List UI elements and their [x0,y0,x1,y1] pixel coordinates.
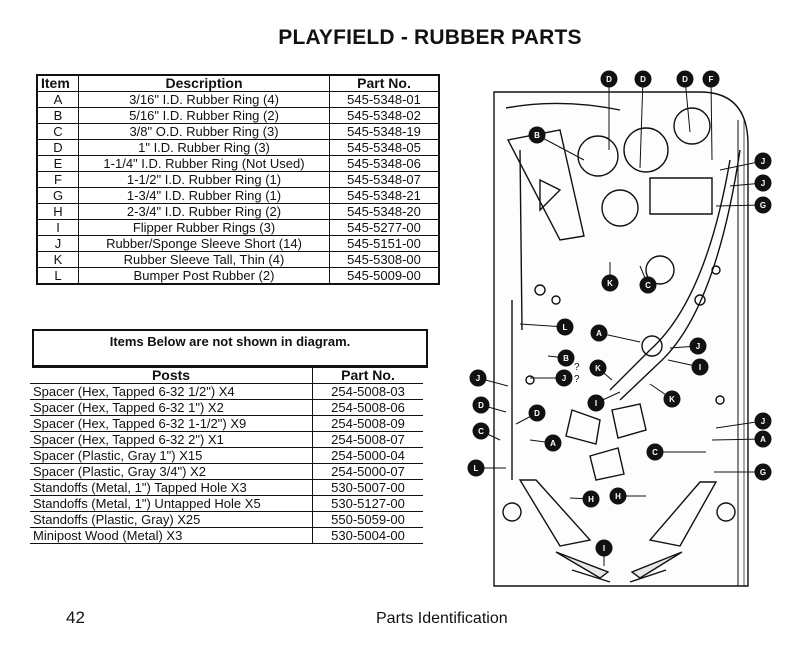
part-no-cell: 254-5008-06 [313,400,424,416]
callout-j [690,338,707,355]
table-row [30,528,423,544]
part-no-cell: 545-5151-00 [330,236,440,252]
table-row [30,384,423,400]
part-no-cell: 254-5000-04 [313,448,424,464]
part-no-cell: 545-5348-02 [330,108,440,124]
part-no-cell: 530-5004-00 [313,528,424,544]
callout-j [755,413,772,430]
header-posts: Posts [30,368,313,384]
callout-letter: D [478,401,484,410]
description-cell: 5/16" I.D. Rubber Ring (2) [79,108,330,124]
callout-j [755,153,772,170]
question-mark: ? [574,374,580,385]
description-cell: Bumper Post Rubber (2) [79,268,330,285]
description-cell: Flipper Rubber Rings (3) [79,220,330,236]
posts-table [30,368,423,544]
callout-letter: J [475,374,481,383]
callout-i [692,359,709,376]
post-description-cell: Minipost Wood (Metal) X3 [30,528,313,544]
callout-letter: A [550,439,556,448]
not-shown-note: Items Below are not shown in diagram. [32,329,428,368]
callout-letter: A [596,329,602,338]
part-no-cell: 254-5008-09 [313,416,424,432]
callout-letter: H [588,495,594,504]
description-cell: 2-3/4" I.D. Rubber Ring (2) [79,204,330,220]
description-cell: 1-3/4" I.D. Rubber Ring (1) [79,188,330,204]
description-cell: 1" I.D. Rubber Ring (3) [79,140,330,156]
callout-letter: J [561,374,567,383]
post-description-cell: Spacer (Plastic, Gray 3/4") X2 [30,464,313,480]
callout-letter: A [760,435,766,444]
table-header-row [37,75,439,92]
callout-f [703,71,720,88]
callout-a [545,435,562,452]
callout-letter: K [607,279,613,288]
post-description-cell: Spacer (Plastic, Gray 1") X15 [30,448,313,464]
item-cell: B [37,108,79,124]
table-row [37,236,439,252]
section-name: Parts Identification [376,610,508,627]
callout-letter: G [759,468,767,477]
post-description-cell: Spacer (Hex, Tapped 6-32 1-1/2") X9 [30,416,313,432]
table-row [30,432,423,448]
item-cell: D [37,140,79,156]
post-description-cell: Spacer (Hex, Tapped 6-32 1/2") X4 [30,384,313,400]
callout-letter: I [594,399,598,408]
item-cell: F [37,172,79,188]
post-description-cell: Spacer (Hex, Tapped 6-32 1") X2 [30,400,313,416]
callout-letter: C [478,427,484,436]
callout-i [596,540,613,557]
rubber-parts-table [36,74,440,285]
callout-g [755,197,772,214]
callout-a [755,431,772,448]
header-item: Item [37,75,79,92]
header-part-no: Part No. [330,75,440,92]
table-row [30,512,423,528]
callout-i [588,395,605,412]
callout-l [468,460,485,477]
page-title: PLAYFIELD - RUBBER PARTS [278,26,582,49]
table-row [37,92,439,108]
part-no-cell: 530-5007-00 [313,480,424,496]
callout-letter: I [602,544,606,553]
callout-c [647,444,664,461]
callout-letter: J [760,179,766,188]
table-row [37,188,439,204]
description-cell: Rubber/Sponge Sleeve Short (14) [79,236,330,252]
callout-letter: F [708,75,714,84]
description-cell: Rubber Sleeve Tall, Thin (4) [79,252,330,268]
item-cell: H [37,204,79,220]
callout-letter: K [669,395,675,404]
item-cell: A [37,92,79,108]
table-row [37,172,439,188]
table-row [37,108,439,124]
callout-d [473,397,490,414]
callout-k [590,360,607,377]
table-row [37,204,439,220]
post-description-cell: Standoffs (Plastic, Gray) X25 [30,512,313,528]
callout-letter: J [695,342,701,351]
callout-letter: D [534,409,540,418]
part-no-cell: 545-5009-00 [330,268,440,285]
table-row [30,464,423,480]
callout-letter: K [595,364,601,373]
header-description: Description [79,75,330,92]
table-row [30,496,423,512]
table-row [37,156,439,172]
item-cell: C [37,124,79,140]
item-cell: K [37,252,79,268]
callout-letter: L [562,323,568,332]
table-row [30,416,423,432]
table-row [37,124,439,140]
callout-d [677,71,694,88]
callout-j [470,370,487,387]
callout-letter: D [640,75,646,84]
callout-letter: D [606,75,612,84]
callout-letter: G [759,201,767,210]
callout-d [601,71,618,88]
table-row [30,448,423,464]
item-cell: E [37,156,79,172]
table-row [37,252,439,268]
table-header-row [30,368,423,384]
part-no-cell: 254-5008-07 [313,432,424,448]
description-cell: 3/16" I.D. Rubber Ring (4) [79,92,330,108]
page-number: 42 [66,608,85,627]
callout-k [602,275,619,292]
post-description-cell: Spacer (Hex, Tapped 6-32 2") X1 [30,432,313,448]
post-description-cell: Standoffs (Metal, 1") Untapped Hole X5 [30,496,313,512]
item-cell: I [37,220,79,236]
callout-g [755,464,772,481]
part-no-cell: 254-5008-03 [313,384,424,400]
callout-letter: J [760,417,766,426]
callout-c [640,277,657,294]
callout-letter: J [760,157,766,166]
part-no-cell: 545-5348-07 [330,172,440,188]
description-cell: 3/8" O.D. Rubber Ring (3) [79,124,330,140]
callout-l [557,319,574,336]
part-no-cell: 545-5348-05 [330,140,440,156]
callout-letter: D [682,75,688,84]
callout-h [583,491,600,508]
part-no-cell: 545-5348-20 [330,204,440,220]
callout-letter: B [534,131,540,140]
part-no-cell: 545-5308-00 [330,252,440,268]
callout-j [755,175,772,192]
table-row [37,220,439,236]
playfield-diagram [464,68,800,598]
table-row [30,400,423,416]
callout-k [664,391,681,408]
post-description-cell: Standoffs (Metal, 1") Tapped Hole X3 [30,480,313,496]
callout-letter: C [645,281,651,290]
callout-d [635,71,652,88]
table-row [30,480,423,496]
header-part-no: Part No. [313,368,424,384]
part-no-cell: 545-5277-00 [330,220,440,236]
part-no-cell: 545-5348-01 [330,92,440,108]
part-no-cell: 254-5000-07 [313,464,424,480]
description-cell: 1-1/4" I.D. Rubber Ring (Not Used) [79,156,330,172]
callout-h [610,488,627,505]
callout-b [558,350,575,367]
item-cell: G [37,188,79,204]
part-no-cell: 550-5059-00 [313,512,424,528]
callout-letter: I [698,363,702,372]
playfield-outline [494,92,748,586]
callout-d [529,405,546,422]
callout-letter: L [473,464,479,473]
item-cell: L [37,268,79,285]
table-row [37,268,439,285]
callout-letter: C [652,448,658,457]
callout-c [473,423,490,440]
part-no-cell: 545-5348-19 [330,124,440,140]
table-row [37,140,439,156]
description-cell: 1-1/2" I.D. Rubber Ring (1) [79,172,330,188]
item-cell: J [37,236,79,252]
callout-j [556,370,573,387]
part-no-cell: 545-5348-06 [330,156,440,172]
question-mark: ? [574,362,580,373]
part-no-cell: 530-5127-00 [313,496,424,512]
callout-a [591,325,608,342]
callout-letter: H [615,492,621,501]
part-no-cell: 545-5348-21 [330,188,440,204]
callout-letter: B [563,354,569,363]
callout-b [529,127,546,144]
